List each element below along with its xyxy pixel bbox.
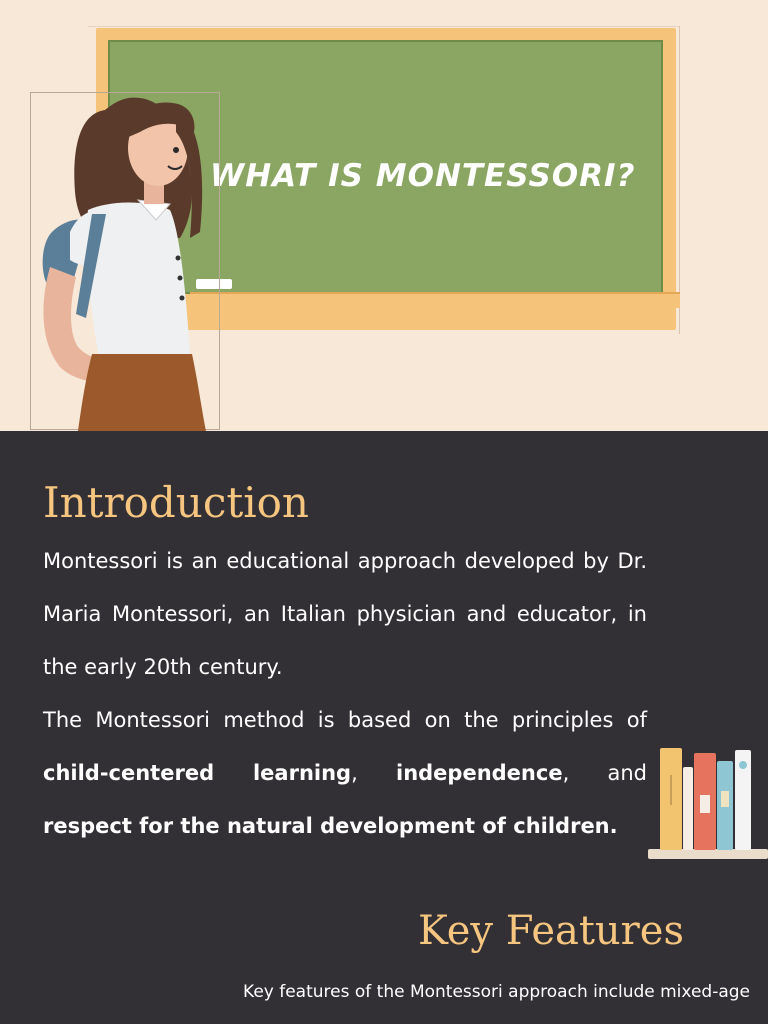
- intro-paragraph-2: [43, 694, 647, 853]
- separator: ,: [351, 761, 396, 785]
- intro-paragraph-1: Montessori is an educational approach developed by Dr. Maria Montessori, an Italian physician and educator, in the early 20th century.: [43, 549, 647, 679]
- separator: , and: [562, 761, 647, 785]
- board-guide-line: [88, 26, 680, 27]
- introduction-heading: Introduction: [43, 478, 309, 527]
- hero-section: [0, 0, 768, 431]
- intro-paragraph-2-lead: The Montessori method is based on the principles of: [43, 708, 647, 732]
- page-title: WHAT IS MONTESSORI?: [210, 158, 636, 194]
- board-guide-line-right: [679, 26, 680, 334]
- chalkboard-ledge: [190, 292, 680, 308]
- highlight-respect: respect for the natural development of children.: [43, 814, 618, 838]
- key-features-heading: Key Features: [417, 908, 684, 954]
- teacher-illustration-icon: [30, 92, 220, 431]
- highlight-independence: independence: [396, 761, 563, 785]
- books-illustration-icon: [646, 745, 768, 863]
- key-features-text: Key features of the Montessori approach include mixed-age: [243, 982, 750, 1002]
- highlight-child-centered: child-centered learning: [43, 761, 352, 785]
